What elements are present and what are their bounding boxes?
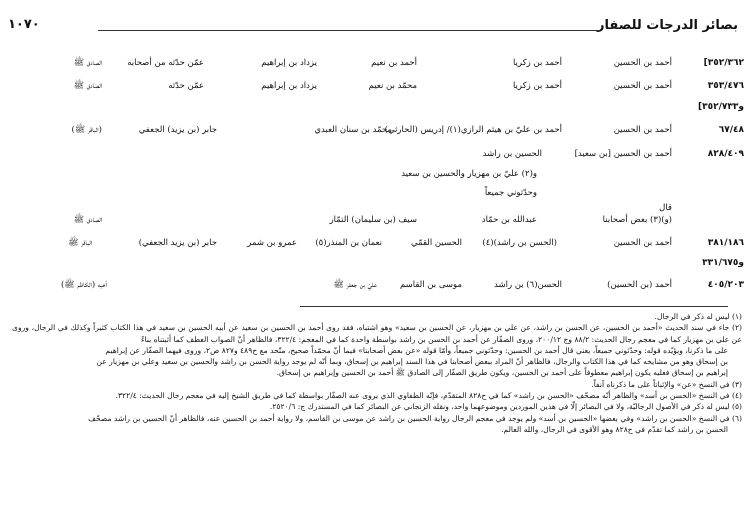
imam: الصادق ﷺ — [73, 58, 102, 68]
footnote: (٣) في النسخ «عن» والإثباتاً على ما ذكرناه آنفاً. — [591, 379, 742, 389]
narrator-4: عليّ بن جعفر ﷺ — [333, 280, 377, 290]
hadith-number: ٤٠٥/٢٠٣ — [707, 280, 744, 290]
narrator-2: وحدّثوني جميعاً — [484, 188, 537, 198]
imam: الصادق ﷺ — [73, 81, 102, 91]
hadith-number: و٣٥٢/٧٣٣] — [698, 102, 744, 112]
narrator-1: (و)(٣) بعض أصحابنا — [602, 215, 672, 225]
narrator-3: موسى بن القاسم — [399, 280, 462, 290]
narrator-1: أحمد (بن الحسين) — [607, 280, 672, 290]
imam: (الباقر ﷺ) — [71, 125, 102, 135]
footnote: (١) ليس له ذكر في الرجال. — [654, 312, 742, 321]
narrator-2: (الحسن بن راشد)(٤) — [482, 238, 557, 248]
narrator-3: أحمد بن نعيم — [371, 58, 417, 68]
narrator-2: أحمد بن زكريا — [512, 58, 562, 68]
footnotes — [12, 311, 742, 435]
narrator-2: أحمد بن زكريا — [512, 81, 562, 91]
footnote-continuation: على ما ذكرنا، ويؤيّده قوله: وحدّثوني جميعاً، يعني قال أحمد بن الحسين: وحدّثوني جميعاً، وأمّا قوله «عن بعض أصحابنا» فيما أنّ محمّداً صحيح، متّحد مع ح٤٨٩ و٨٢٧ ص٢، وروى فيهما الصفّار عن إبراهيم — [105, 345, 728, 355]
narrator-2: الحسين بن راشد — [482, 149, 542, 159]
header-rule — [98, 30, 600, 31]
imam: أخيه (الكاظم ﷺ) — [60, 280, 107, 290]
narrator-3: سيف (بن سليمان) التمّار — [329, 215, 417, 225]
narrator-2: عبدالله بن حمّاد — [481, 215, 537, 225]
hadith-number: ٨٢٨/٤٠٩ — [707, 149, 744, 159]
hadith-number: ٣٥٢/٣٦٢] — [703, 58, 744, 68]
narrator-1: أحمد بن الحسين — [613, 81, 672, 91]
narrator-1: أحمد بن الحسين — [613, 238, 672, 248]
narrator-5: عمّن حدّثه — [168, 81, 204, 91]
footnote-continuation: الحسن بن راشد كما تقدّم في ح٨٢٨ وهو الأقوى في الرجال، والله العالم. — [501, 424, 728, 434]
footnote: (٢) جاء في سند الحديث «أحمد بن الحسين، عن الحسن بن راشد، عن علي بن مهزيار، عن الحسين بن سعيد» وهو اشتباه، فقد روى أحمد بن الحسين بن سعيد عن أبيه الحسين بن سعيد في هذا الكتاب كثيراً وكذلك في الرجال، وروى عن علي بن مهزيار كما في معجم رجال الحديث: ٨٨/٢ وج ٢٠٠/١٢، وروى الصفّار عن أحمد بن الحسن بن راشد بواسطة واحدة كما في المعجم: ٣٢٢/٤، فالظاهر أنّ الصواب العطف كما أثبتناه بناءً — [12, 323, 742, 344]
narrator-4: يزداد بن إبراهيم — [261, 81, 317, 91]
narrator-2: أحمد بن عليّ بن هيثم الرازي(١)/ إدريس (الحارثي) — [384, 125, 562, 135]
footnote: (٤) في النسخ «الحسن بن أسد» والظاهر أنّه مصحّف «الحسن بن راشد» كما في ح٨٢٨ المتقدّم، فإنّه الطفاوي الذي يروى عنه الصفّار بواسطة كما في طريق الشيخ إليه في معجم رجال الحديث: ٣٢٢/٤. — [115, 391, 742, 401]
narrator-2: و(٢) عليّ بن مهزيار والحسين بن سعيد — [401, 169, 537, 179]
imam: الصادق ﷺ — [73, 215, 102, 225]
footnote-continuation: بن إسحاق وهو من مشايخه كما في هذا الكتاب والرجال، فالظاهر أنّ المراد ببعض أصحابنا في هذا السند إبراهيم بن إسحاق، وبما أنّه لم يوجد رواية الحسن بن راشد والحسين بن سعيد وعلي بن مهزيار عن — [96, 357, 728, 367]
narrator-1: أحمد بن الحسين — [613, 58, 672, 68]
narrator-4: يزداد بن إبراهيم — [261, 58, 317, 68]
hadith-number: و٣٣١/٦٧٥ — [702, 258, 744, 268]
narrator-1: أحمد بن الحسين — [613, 125, 672, 135]
footnote: (٦) في النسخ «الحسن بن راشد» وفي بعضها «الحسين بن أسد» ولم يوجد في معجم الرجال رواية الحسين بن راشد عن موسى بن القاسم، ولا رواية أحمد بن الحسين عنه، فالظاهر أنّ الحسين بن راشد مصحّف — [88, 413, 742, 423]
narrator-5: جابر (بن يزيد) الجعفي — [138, 125, 217, 135]
hadith-number: ٦٧/٤٨ — [718, 125, 744, 135]
footnote-separator — [300, 306, 728, 307]
narrator-1: أحمد بن الحسين [بن سعيد] — [574, 149, 672, 159]
footnote-continuation: إبراهيم بن إسحاق فعليه يكون إبراهيم معطوفاً على أحمد بن الحسين، ويكون طريق الصفّار إلى الصادق ﷺ أحمد بن الحسين وإبراهيم بن إسحاق. — [276, 368, 728, 378]
narrator-2: الحسن(٦) بن راشد — [494, 280, 562, 290]
book-title: بصائر الدرجات للصفار — [597, 18, 738, 33]
imam: الباقر ﷺ — [68, 238, 92, 248]
page-number: ١٠٧٠ — [8, 17, 40, 32]
hadith-number: ٣٨١/١٨٦ — [707, 238, 744, 248]
narrator-3: الحسين القمّي — [410, 238, 462, 248]
footnote: (٥) ليس له ذكر في الأصول الرجاليّة، ولا في البصائر إلّا في هذين الموردين وموضوعهما واحد، ونقله الزنجاني عن البصائر كما في المستدرك ج: ٢٥٢٠/٦. — [269, 402, 742, 412]
narrator-6: جابر (بن يزيد الجعفي) — [138, 238, 217, 248]
narrator-4: نعمان بن المنذر(٥) — [315, 238, 382, 248]
narrator-3: محمّد بن سنان العبدي — [314, 125, 392, 135]
narrator-5: عمرو بن شمر — [247, 238, 297, 248]
narrator-1: قال — [659, 203, 672, 213]
hadith-number: ٣٥٣/٤٧٦ — [707, 81, 744, 91]
narrator-3: محمّد بن نعيم — [368, 81, 417, 91]
narrator-5: عمّن حدّثه من أصحابه — [127, 58, 204, 68]
